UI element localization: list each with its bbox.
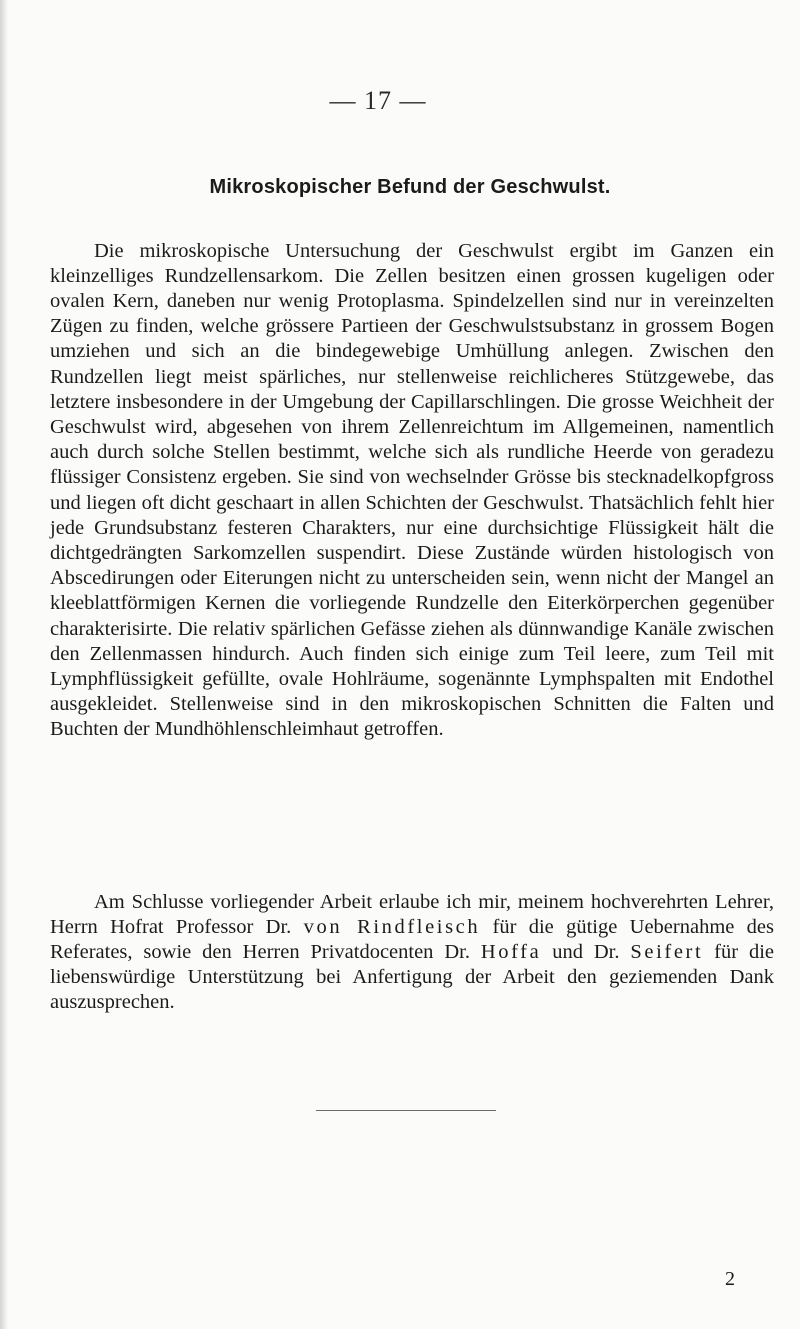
section-heading: Mikroskopischer Befund der Geschwulst. [209, 176, 611, 198]
ack-text-4: für die liebenswürdige Unterstützung bei Anfertigung der Arbeit den geziemenden Dank auszusprechen. [50, 940, 775, 1014]
ack-name-hoffa: Hoffa [480, 940, 542, 963]
paragraph-acknowledgements [50, 890, 774, 1016]
page-edge-shadow [0, 0, 8, 1329]
ack-text-1: Am Schlusse vorliegender Arbeit erlaube ich mir, meinem hochverehrten Lehrer, Herrn Hofrat Professor Dr. [50, 890, 774, 938]
ack-name-seifert: Seifert [630, 940, 704, 963]
paragraph-findings: Die mikroskopische Untersuchung der Geschwulst ergibt im Ganzen ein kleinzelliges Rundzellensarkom. Die Zellen besitzen einen grossen kugeligen oder ovalen Kern, daneben nur wenig Protoplasma. Spindelzellen sind nur in vereinzelten Zügen zu finden, welche grössere Partieen der Geschwulstsubstanz in grossem Bogen umziehen und sich an die bindegewebige Umhüllung anlegen. Zwischen den Rundzellen liegt meist spärliches, nur stellenweise reichlicheres Stützgewebe, das letztere insbesondere in der Umgebung der Capillarschlingen. Die grosse Weichheit der Geschwulst wird, abgesehen von ihrem Zellenreichtum im Allgemeinen, namentlich auch durch solche Stellen bestimmt, welche sich als rundliche Heerde von geradezu flüssiger Consistenz ergeben. Sie sind von wechselnder Grösse bis stecknadelkopfgross und liegen oft dicht geschaart in allen Schichten der Geschwulst. Thatsächlich fehlt hier jede Grundsubstanz festeren Charakters, nur eine durchsichtige Flüssigkeit hält die dichtgedrängten Sarkomzellen suspendirt. Diese Zustände würden histologisch von Abscedirungen oder Eiterungen nicht zu unterscheiden sein, wenn nicht der Mangel an kleeblattförmigen Kernen die vorliegende Rundzelle den Eiterkörperchen gegenüber charakterisirte. Die relativ spärlichen Gefässe ziehen als dünnwandige Kanäle zwischen den Zellenmassen hindurch. Auch finden sich einige zum Teil leere, zum Teil mit Lymphflüssigkeit gefüllte, ovale Hohlräume, sogenännte Lymphspalten mit Endothel ausgekleidet. Stellenweise sind in den mikroskopischen Schnitten die Falten und Buchten der Mundhöhlenschleimhaut getroffen. [50, 239, 774, 741]
ack-text-3: und Dr. [552, 940, 620, 963]
signature-mark: 2 [725, 1268, 735, 1290]
ack-text-2: für die gütige Uebernahme des Referates, sowie den Herren Privatdocenten Dr. [50, 915, 774, 963]
page-number: — 17 — [329, 86, 427, 115]
separator-rule [316, 1110, 496, 1111]
ack-name-rindfleisch: von Rindfleisch [303, 915, 481, 938]
